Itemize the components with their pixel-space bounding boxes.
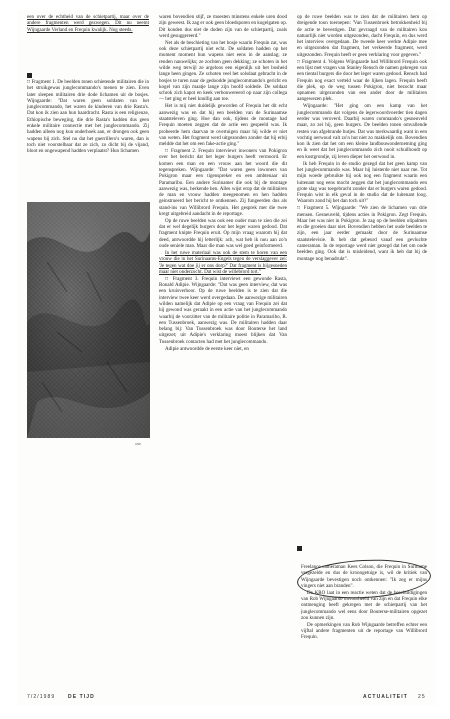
- footer-date: 7/2/1989: [27, 694, 56, 700]
- photo-credit: ANP: [135, 442, 142, 446]
- paragraph: Het is mij niet duidelijk geworden of Frequin het dit echt aanwezig was en dat hij een beelden van de Surinaamse staatsteleven ging. Hoe dan ook, tijdens de montage had Frequin moeten zeggen dat de actie een gespeeld was. Ik probeerde hem daarvan te overtuigen maar hij wilde er niet van weten. Het fragment werd uitgezonden zonder dat hij erbij meldde dat het om een fake-actie ging.": [159, 103, 287, 148]
- paragraph: Wijngaarde: "Het ging om een kamp van het junglecommando dat volgens de legerwoordvoerder tien dagen eerder was veroverd. Daarbij waren commando's gesneuveld maar, zo zei hij, geen burgers. De beelden tonen omvallende resten van afgebrande hutjes. Dat was merkwaardig want in een vochtig oerwoud valt zo'n hut niet zo makkelijk om. Bovendien kon ik zien dat het om een kleine landbouwonderneming ging en ik weet dat het junglecommando zich nooit schuilhoudt op een kostgrondje, zij leven dieper het oerwoud in.: [297, 103, 427, 160]
- paragraph: Op de ruwe beelden was ook een ouder man te zien die zei dat er wel degelijk burgers door het leger waren gedood. Dat fragment knipte Frequin eruit. Op mijn vraag waarom hij dat deed, antwoordde hij letterlijk: ach, wat heb ik nou aan zo'n oude seniele man. Maar die man was wel goed geinformeerd.: [159, 217, 287, 250]
- paragraph: op de ruwe beelden was te zien dat de militairen hem op dreigende toon toeroepen: 'Van Tussenbroek betrokkenheid bij de actie te bevestigen. Dat gevraagd van de militairen kon natuurlijk niet worden uitgezonden, dacht Frequin, en dus werd het interview overgedaan. De tweede keer werkte Adipie mee en uitgezonden dat fragment, het verkeerde fragment, werd uitgezonden. Frequin heeft er geen verklaring voor gegeven.": [297, 14, 427, 58]
- paragraph: Ik heb Frequin in de studio gezegd dat het geen kamp van het junglecommando was. Maar hij luisterde niet naar me. Tot mijn woede gebruikte hij ook nog een fragment waarin een luitenant nog eens mocht zeggen dat het junglecommando een grote slag was toegebracht zonder dat er burgers waren gedood. Frequin wist in elk geval in de studio dat de luitenant loog. Waarom zond hij het dan toch uit?": [297, 160, 427, 205]
- column-1-fragment-1: [27, 79, 149, 197]
- paragraph: In het ruwe materiaal was ook de stem te horen van een vrouw die in het Surinaams-Engels tegen de verslaggever zei: 'Je tegen wat doe jij er ons dorp?' Dat fragment is bijgesneden maar niet onderzocht. Dat wist de willebrord tort.": [159, 249, 287, 275]
- paragraph: De opmerkingen van Rob Wijngaarde betreffen echter een vijftal andere fragmenten uit de reportage van Willibrord Frequin.: [301, 621, 427, 641]
- news-photo: [27, 202, 150, 438]
- footer-page-number: 25: [418, 694, 426, 700]
- paragraph: Freelance-cameraman Kees Colson, die Frequin in Suriname vergezelde en dus de kroongetuige is, wil de kritiek van Wijngaarde bevestigen noch ontkennen: "Ik zeg er mijns vingers niet aan branden".: [301, 564, 427, 589]
- paragraph: □ Fragment 1. De beelden tonen schietende militairen die in het struikgewas junglecommando's menen te zien. Even later sleepen militairen drie dode lichamen uit de bosjes. Wijngaarde: "Dat waren geen soldaten van het junglecommando, het waren de kinderen van drie Rasta's. Dat kon ik zien aan hun haardracht. Rasta is een religieuze, Ethiopische beweging, die drie Rasta's hadden dus geen enkele militaire connectie met het junglecommando. Zij hadden alleen nog kun onderhoek aan, er drongen ook geen wapens bij zich. Stel nu dat het guerrillero's waren, dan is toch niet voorstelbaar dat ze zich, zo dicht bij de vijand, bloot en ongewapend hadden verplaatst? Hun lichamen: [27, 79, 149, 155]
- column-3-bottom: [301, 564, 427, 690]
- column-2: [159, 14, 287, 690]
- paragraph: □ Fragment 5. Wijngaarde: "We zien de lichamen van drie mensen. Gesneuveld, tijdens acties in Pokigron. Zegt Frequin. Maar het was niet in Pokigron. Je zag op de beelden olipalmen en die groeien daar niet. Bovendien hebben het oude beelden te zijn, een jaar eerder gemaakt door de Surinaamse staatstelevisie. Ik heb dat gebeurd vanaf een gevluchte cameraman. In de reportage werd niet gezegd dat het om oude beelden ging. Ook dat is misleidend, want ik heb dat bij de montage nog benadrukt".: [297, 205, 427, 262]
- footer-publication: DE TIJD: [68, 694, 95, 700]
- paragraph: een over de echtheid van de schietpartij, maar over de andere fragmenten werd gezwegen. Dit nu neemt Wijngaarde Verland en Frequin kwalijk. Nog steeds.: [27, 14, 149, 33]
- column-3-top: [297, 14, 427, 534]
- paragraph: waren bovendien stijf, ze moesten minstens enkele uren dood zijn geweest. Ik zag er ook geen bloedsporen en kogelgaten op. Dit konden dus niet de doden zijn van de schietpartij, zoals werd gesuggereerd.": [159, 14, 287, 39]
- paragraph: Adipie antwoordde de eerste keer niet, en: [165, 345, 249, 352]
- paragraph: Net als de beschieting van het bosje waarin Frequin zat, was ook deze schietpartij niet echt. De soldaten hadden op het moment moment hun wapens niet eens in de aanslag; ze renden nauwelijks; ze zochten geen dekking; ze schoten in het wilde weg terwijl ze argeloos een eigenlijk uit het bosheid lange heen gingen. Ze schoten veel het solsdaat gebracht in de bosjes te turen naar de gedoodde junglecommando's gericht en kogel van zijn maatje lange zijn hoofd soldede. De soldaat schrok zich kapot en keek verbouwereerd op naar zijn collega — het ging er heel knullig aan toe.: [159, 39, 287, 103]
- paragraph: □ Fragment 2. Frequin interviewt inwoners van Pokigron over het bericht dat het leger burgers heeft vermoord. Er komen een man en een vrouw aan het woord die dit tegenspreken. Wijngaarde: "Dat waren geen inwoners van Pokigron maar een tigenspreker en een ambtenaar uit Paramaribo. Een andere Surinamer die ook bij de montage aanwezig was, herkende hen. Alles wijst erop dat de militairen de man en vrouw hadden meegenomen en hen hadden geinstrueerd het bericht te ontkennen. Zij fungeerden dus als stand-ins van Willibrord Frequin. Het gesprek met die twee kregt uitgebreid aandacht in de reportage.: [159, 148, 287, 217]
- paragraph: De KRO laat in een reactie weten dat de beschuldigingen van Rob Wijngaarde onvoorheeld van zijn en dat Frequin elke ontmenging heeft gekregen met de schietpartij van het junglecommando wel eens door Bouterse-militairen opgezet zou kunnen zijn.: [301, 589, 427, 621]
- footer-section: ACTUALITEIT: [363, 694, 408, 700]
- paragraph: □ Fragment 4. Volgens Wijngaarde had Willibrord Frequin ook een lijst met vragen van Stanley Rensch de namen gekregen van een tiental burgers die door het leger waren gedood. Rensch had Frequin nog exact verteld waar de lijken lagen. Frequin heeft die plek, op de weg tussen Pokigron, niet bezocht maar opnamen uitgezonden van een ander door de militairen aangewezen plek.: [297, 58, 427, 103]
- column-1-top: [27, 14, 149, 60]
- paragraph: □ Fragment 3. Frequin interviewt een gewonde Rasta, Ronald Adipie. Wijngaarde: "Dat was geen interview, dat was een kruisverhoor. Op de ruwe beelden is te zien dat die interview twee keer werd overgedaan. De aanwezige militairen wilden namelijk dat Adipie op een vraag van Frequin zei dat hij gewond was geraakt in een actie van het junglecommando waarbij de voorzitter van de militaire politie in Paramaribo, R. een Tussenbroek, aanwezig was. De militairen hadden daar belang bij: Van Tussenbroek was door Bouterse het land uitgezet; uit Adipie's verklaring moest blijken dat Van Tussenbroek contacten had met het junglecommando.: [159, 275, 287, 345]
- section-square: [297, 540, 302, 558]
- photo-texture: [27, 202, 150, 438]
- newspaper-page: [18, 10, 436, 706]
